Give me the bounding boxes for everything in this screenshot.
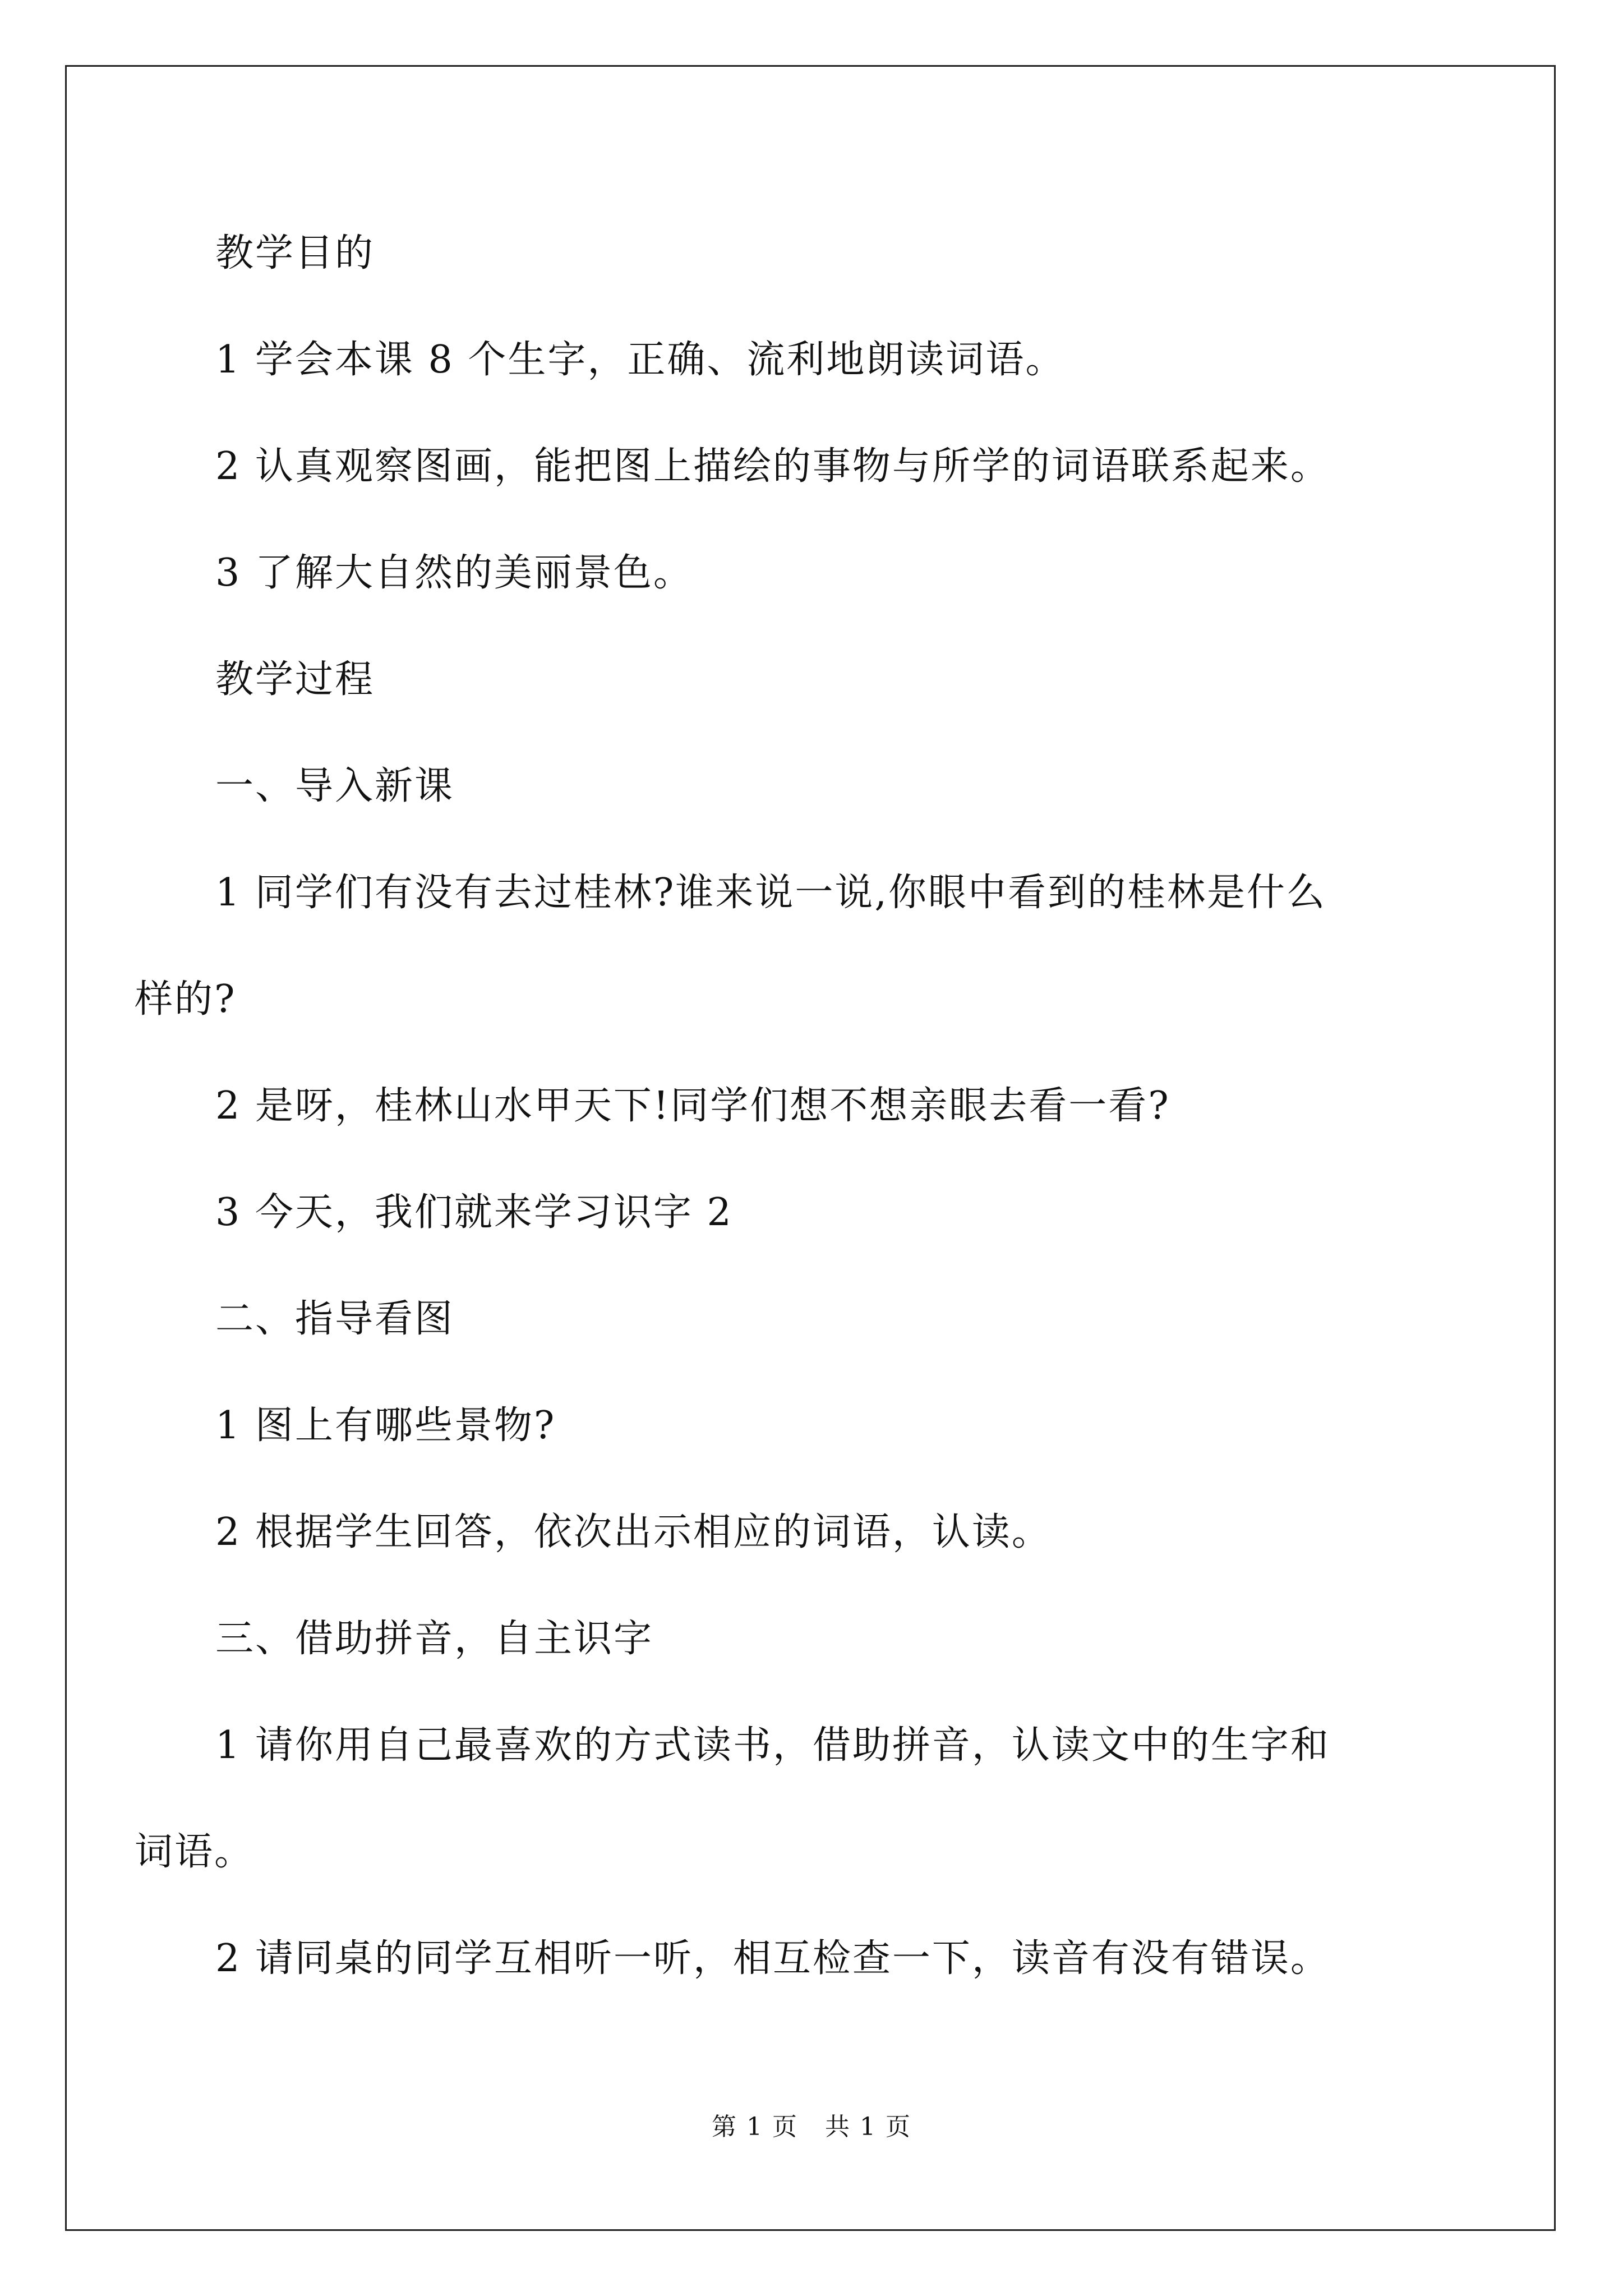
section1-item-1: 1 同学们有没有去过桂林?谁来说一说,你眼中看到的桂林是什么 bbox=[215, 871, 1326, 915]
goal-item-1: 1 学会本课 8 个生字，正确、流利地朗读词语。 bbox=[215, 338, 1066, 382]
goal-item-3: 3 了解大自然的美丽景色。 bbox=[215, 551, 693, 595]
section1-item-2: 2 是呀，桂林山水甲天下!同学们想不想亲眼去看一看? bbox=[215, 1084, 1170, 1128]
page-total: 共 1 页 bbox=[825, 2113, 911, 2141]
section3-item-2: 2 请同桌的同学互相听一听，相互检查一下，读音有没有错误。 bbox=[215, 1936, 1330, 1981]
section1-item-3: 3 今天，我们就来学习识字 2 bbox=[215, 1190, 733, 1235]
page-number: 第 1 页 bbox=[712, 2113, 798, 2141]
section1-item-1-continued: 样的? bbox=[135, 977, 237, 1022]
goal-item-2: 2 认真观察图画，能把图上描绘的事物与所学的词语联系起来。 bbox=[215, 444, 1330, 489]
heading-teaching-process: 教学过程 bbox=[215, 657, 375, 702]
section3-item-1-continued: 词语。 bbox=[135, 1830, 255, 1874]
page-footer bbox=[0, 2115, 1623, 2139]
section3-item-1: 1 请你用自己最喜欢的方式读书，借助拼音，认读文中的生字和 bbox=[215, 1723, 1330, 1768]
heading-teaching-goals: 教学目的 bbox=[215, 231, 375, 275]
section-heading-2: 二、指导看图 bbox=[215, 1297, 455, 1341]
section-heading-1: 一、导入新课 bbox=[215, 764, 455, 808]
section2-item-2: 2 根据学生回答，依次出示相应的词语，认读。 bbox=[215, 1510, 1052, 1554]
section-heading-3: 三、借助拼音，自主识字 bbox=[215, 1617, 654, 1661]
section2-item-1: 1 图上有哪些景物? bbox=[215, 1404, 556, 1448]
